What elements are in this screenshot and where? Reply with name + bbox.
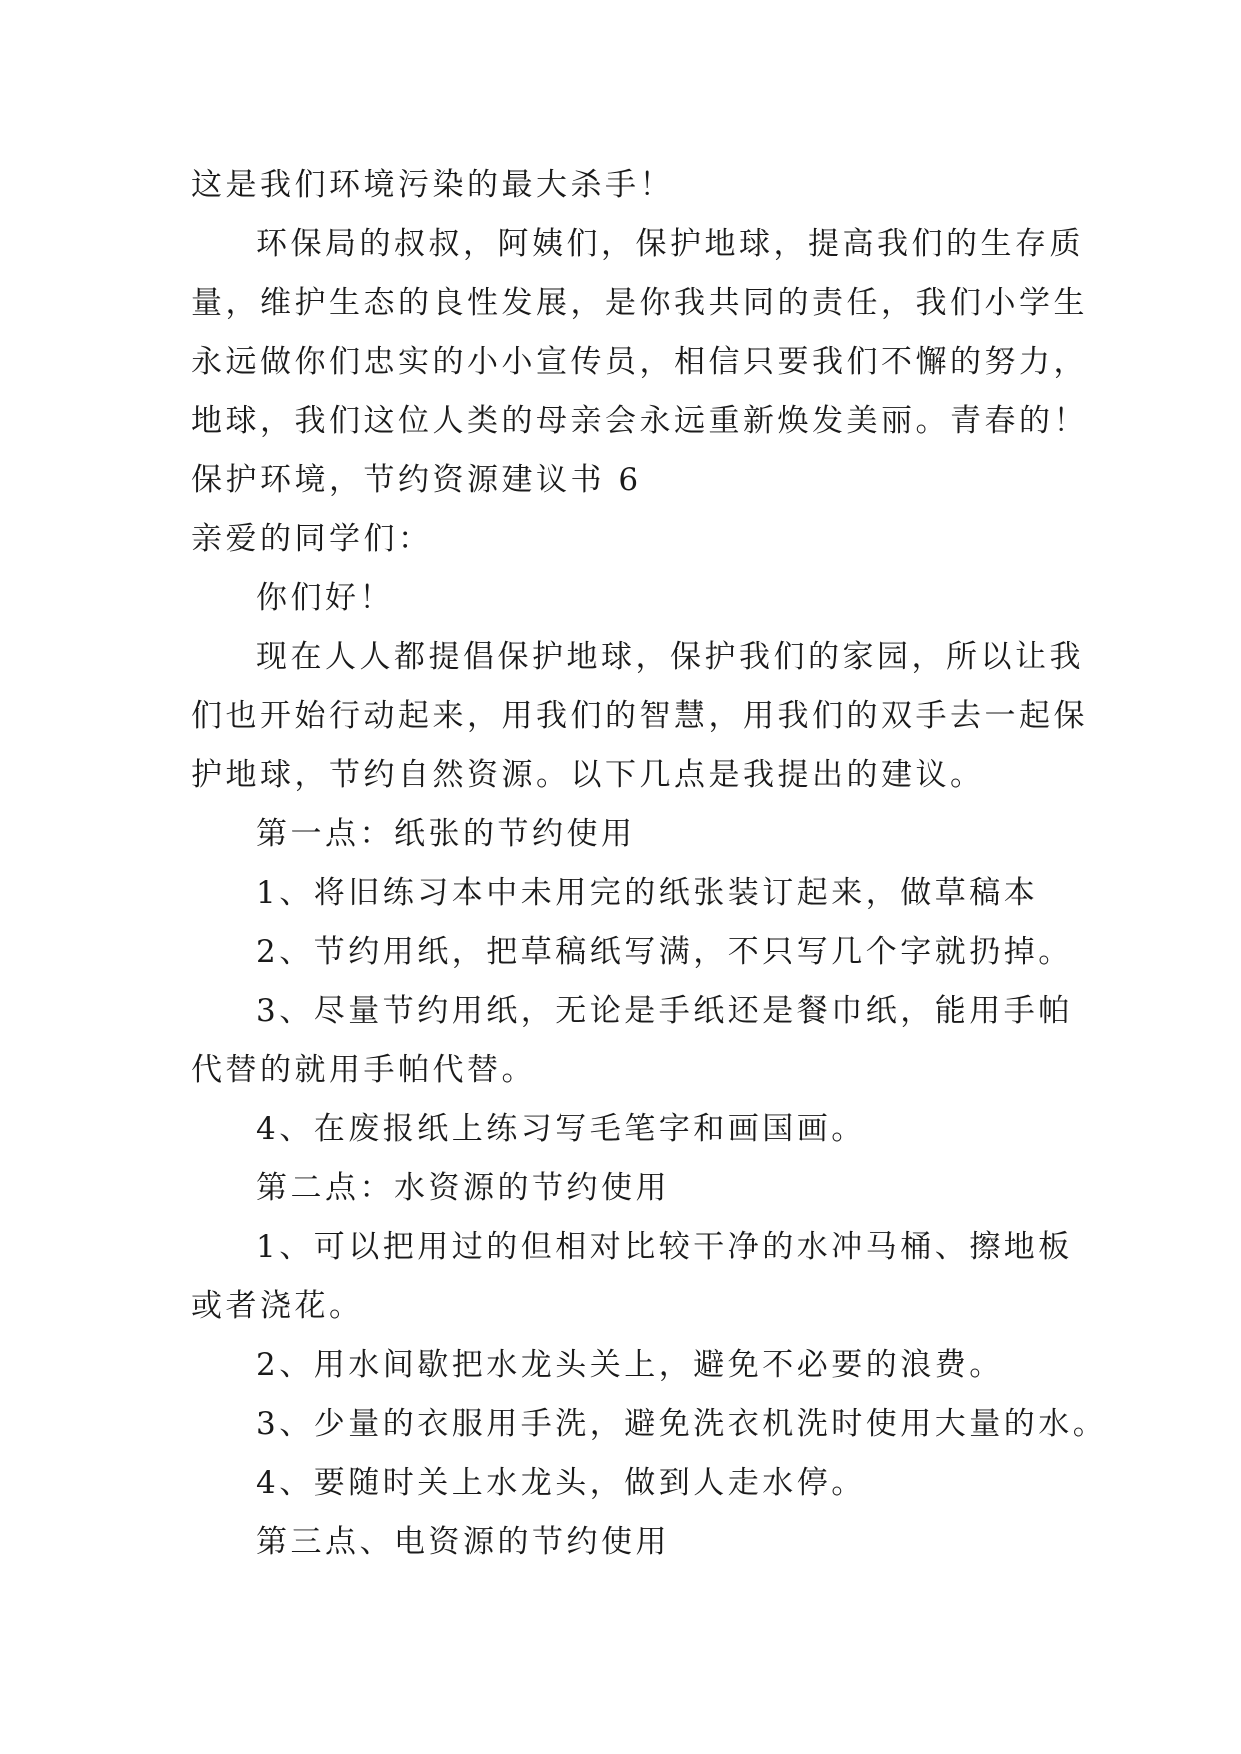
list-item: 1、可以把用过的但相对比较干净的水冲马桶、擦地板 bbox=[256, 1229, 1073, 1265]
text-line: 永远做你们忠实的小小宣传员，相信只要我们不懈的努力， bbox=[191, 344, 1088, 380]
list-item: 1、将旧练习本中未用完的纸张装订起来，做草稿本 bbox=[256, 875, 1039, 911]
salutation: 亲爱的同学们： bbox=[191, 521, 433, 557]
paragraph-line: 现在人人都提倡保护地球，保护我们的家园，所以让我 bbox=[256, 639, 1084, 675]
point-heading: 第一点：纸张的节约使用 bbox=[256, 816, 636, 852]
text-line: 护地球，节约自然资源。以下几点是我提出的建议。 bbox=[191, 757, 985, 793]
list-item: 3、少量的衣服用手洗，避免洗衣机洗时使用大量的水。 bbox=[256, 1406, 1108, 1442]
list-item: 2、用水间歇把水龙头关上，避免不必要的浪费。 bbox=[256, 1347, 1004, 1383]
text-line: 这是我们环境污染的最大杀手！ bbox=[191, 167, 674, 203]
text-line: 量，维护生态的良性发展，是你我共同的责任，我们小学生 bbox=[191, 285, 1088, 321]
list-item: 3、尽量节约用纸，无论是手纸还是餐巾纸，能用手帕 bbox=[256, 993, 1073, 1029]
text-line: 或者浇花。 bbox=[191, 1288, 364, 1324]
paragraph-line: 环保局的叔叔，阿姨们，保护地球，提高我们的生存质 bbox=[256, 226, 1084, 262]
point-heading: 第三点、电资源的节约使用 bbox=[256, 1524, 670, 1560]
list-item: 4、在废报纸上练习写毛笔字和画国画。 bbox=[256, 1111, 866, 1147]
text-line: 地球，我们这位人类的母亲会永远重新焕发美丽。青春的！ bbox=[191, 403, 1088, 439]
point-heading: 第二点：水资源的节约使用 bbox=[256, 1170, 670, 1206]
text-line: 们也开始行动起来，用我们的智慧，用我们的双手去一起保 bbox=[191, 698, 1088, 734]
list-item: 2、节约用纸，把草稿纸写满，不只写几个字就扔掉。 bbox=[256, 934, 1073, 970]
greeting: 你们好！ bbox=[256, 580, 394, 616]
section-title: 保护环境，节约资源建议书 6 bbox=[191, 462, 642, 498]
list-item: 4、要随时关上水龙头，做到人走水停。 bbox=[256, 1465, 866, 1501]
text-line: 代替的就用手帕代替。 bbox=[191, 1052, 536, 1088]
